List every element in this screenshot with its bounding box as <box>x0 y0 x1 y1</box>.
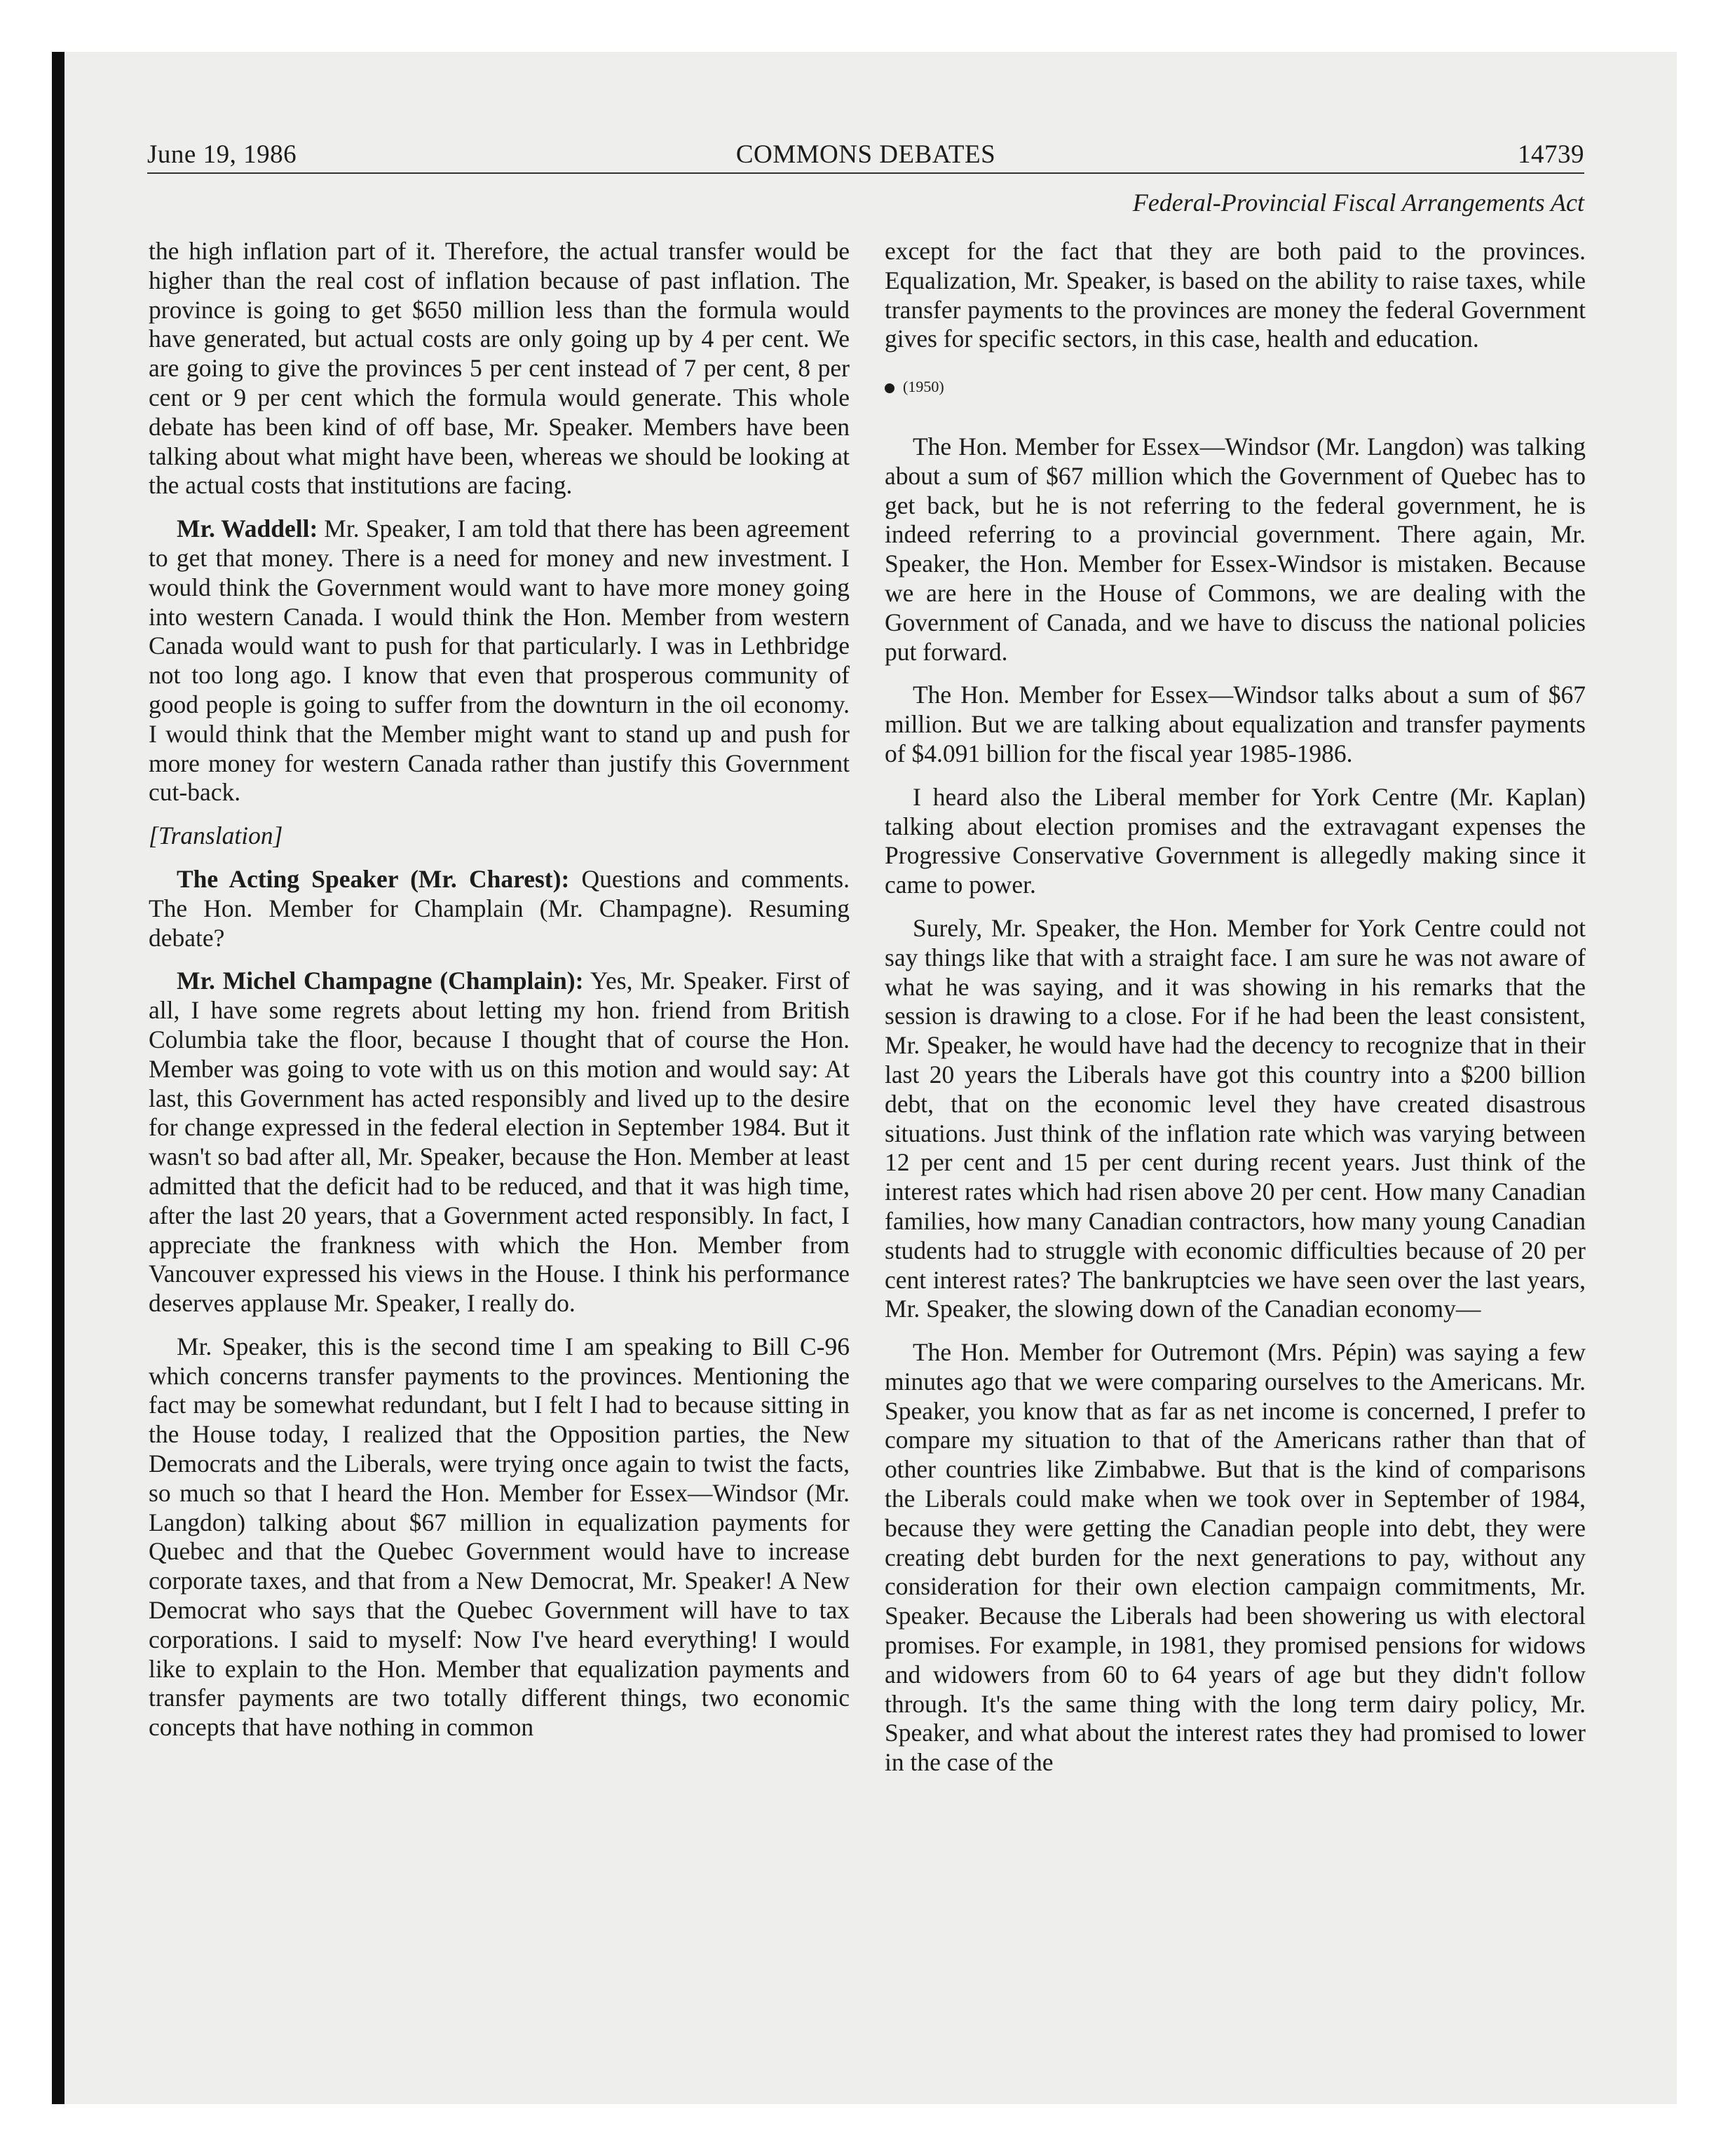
paragraph: Surely, Mr. Speaker, the Hon. Member for York Centre could not say things like that with a straight face. I am sure he was not aware of what he was saying, and it was showing in his remarks that the session is drawing to a close. For if he had been the least consistent, Mr. Speaker, he would have had the decency to recognize that in their last 20 years the Liberals have got this country into a $200 billion debt, that on the economic level they have created disastrous situations. Just think of the inflation rate which was varying between 12 per cent and 15 per cent during recent years. Just think of the interest rates which had risen above 20 per cent. How many Canadian families, how many Canadian contractors, how many young Canadian students had to struggle with economic difficulties because of 20 per cent interest rates? The bankruptcies we have seen over the last years, Mr. Speaker, the slowing down of the Canadian economy— <box>885 913 1586 1323</box>
time-marker-text: (1950) <box>903 378 944 396</box>
header-title: COMMONS DEBATES <box>735 140 996 169</box>
paragraph: The Hon. Member for Essex—Windsor talks about a sum of $67 million. But we are talking about equalization and transfer payments of $4.091 billion for the fiscal year 1985-1986. <box>885 681 1586 767</box>
paragraph <box>149 865 850 953</box>
paragraph: I heard also the Liberal member for York Centre (Mr. Kaplan) talking about election promises and the extravagant expenses the Progressive Conservative Government is allegedly making since it came to power. <box>885 782 1586 899</box>
paragraph: Mr. Speaker, this is the second time I am speaking to Bill C-96 which concerns transfer payments to the provinces. Mentioning the fact may be somewhat redundant, but I felt I had to because sitting in the House today, I realized that the Opposition parties, the New Democrats and the Liberals, were trying once again to twist the facts, so much so that I heard the Hon. Member for Essex—Windsor (Mr. Langdon) talking about $67 million in equalization payments for Quebec and that the Quebec Government would have to increase corporate taxes, and that from a New Democrat, Mr. Speaker! A New Democrat who says that the Quebec Government will have to tax corporations. I said to myself: Now I've heard everything! I would like to explain to the Hon. Member that equalization payments and transfer payments are two totally different things, two economic concepts that have nothing in common <box>149 1332 850 1742</box>
header-page-number: 14739 <box>1518 140 1584 169</box>
speech-text: Yes, Mr. Speaker. First of all, I have some regrets about letting my hon. friend from British Columbia take the floor, because I thought that of course the Hon. Member was going to vote with us on this motion and would say: At last, this Government has acted responsibly and lived up to the desire for change expressed in the federal election in September 1984. But it wasn't so bad after all, Mr. Speaker, because the Hon. Member at least admitted that the deficit had to be reduced, and that it was high time, after the last 20 years, that a Government acted responsibly. In fact, I appreciate the frankness with which the Hon. Member from Vancouver expressed his views in the House. I think his performance deserves applause Mr. Speaker, I really do. <box>149 967 850 1318</box>
running-head <box>147 137 1584 174</box>
section-title: Federal-Provincial Fiscal Arrangements Act <box>1132 189 1584 217</box>
scan-edge <box>52 52 64 2104</box>
header-date: June 19, 1986 <box>147 140 297 169</box>
paragraph: the high inflation part of it. Therefore, the actual transfer would be higher than the real cost of inflation because of past inflation. The province is going to get $650 million less than the formula would have generated, but actual costs are only going up by 4 per cent. We are going to give the provinces 5 per cent instead of 7 per cent, 8 per cent or 9 per cent which the formula would generate. This whole debate has been kind of off base, Mr. Speaker. Members have been talking about what might have been, whereas we should be looking at the actual costs that institutions are facing. <box>149 237 850 500</box>
paragraph: The Hon. Member for Outremont (Mrs. Pépin) was saying a few minutes ago that we were comparing ourselves to the Americans. Mr. Speaker, you know that as far as net income is concerned, I prefer to compare my situation to that of the Americans rather than that of other countries like Zimbabwe. But that is the kind of comparisons the Liberals could make when we took over in September of 1984, because they were getting the Canadian people into debt, they were creating debt burden for the next generations to pay, without any consideration for their own election campaign commitments, Mr. Speaker. Because the Liberals had been showering us with electoral promises. For example, in 1981, they promised pensions for widows and widowers from 60 to 64 years of age but they didn't follow through. It's the same thing with the long term dairy policy, Mr. Speaker, and what about the interest rates they had promised to lower in the case of the <box>885 1338 1586 1777</box>
speech-text: Questions and comments. The Hon. Member for Champlain (Mr. Champagne). Resuming debate? <box>149 864 850 952</box>
speaker-name: Mr. Waddell: <box>177 514 318 543</box>
paragraph: except for the fact that they are both paid to the provinces. Equalization, Mr. Speaker, is based on the ability to raise taxes, while transfer payments to the provinces are money the federal Government gives for specific sectors, in this case, health and education. <box>885 237 1586 353</box>
speech-text: Mr. Speaker, I am told that there has been agreement to get that money. There is a need for money and new investment. I would think the Government would want to have more money going into western Canada. I would think the Hon. Member from western Canada would want to push for that particularly. I was in Lethbridge not too long ago. I know that even that prosperous community of good people is going to suffer from the downturn in the oil economy. I would think that the Member might want to stand up and push for more money for western Canada rather than justify this Government cut-back. <box>149 514 850 807</box>
right-column <box>885 237 1586 1792</box>
time-marker <box>885 372 1586 402</box>
left-column <box>149 237 850 1756</box>
speaker-name: Mr. Michel Champagne (Champlain): <box>177 967 584 995</box>
paragraph: The Hon. Member for Essex—Windsor (Mr. Langdon) was talking about a sum of $67 million which the Government of Quebec has to get back, but he is not referring to the federal government, he is indeed referring to a provincial government. There again, Mr. Speaker, the Hon. Member for Essex-Windsor is mistaken. Because we are here in the House of Commons, we are dealing with the Government of Canada, and we have to discuss the national policies put forward. <box>885 432 1586 666</box>
paragraph <box>149 967 850 1318</box>
speaker-name: The Acting Speaker (Mr. Charest): <box>177 864 570 893</box>
bullet-icon <box>885 383 894 393</box>
translation-rubric: [Translation] <box>149 821 283 850</box>
paragraph <box>149 514 850 807</box>
